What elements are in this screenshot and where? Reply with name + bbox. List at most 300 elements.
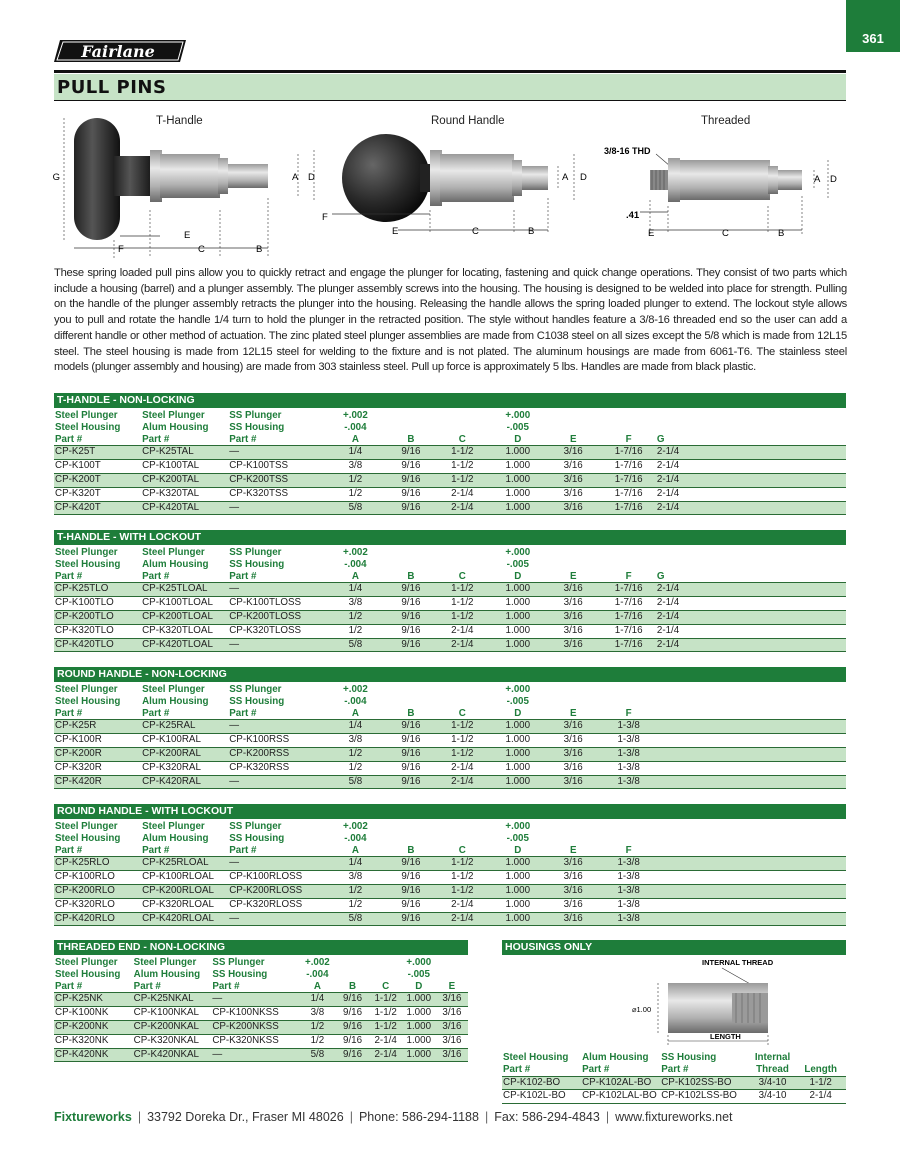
section-threaded-end [54, 940, 468, 1062]
column-header [434, 821, 489, 833]
column-header [600, 833, 655, 845]
column-header: Part # [228, 708, 323, 720]
table-row [54, 884, 846, 898]
column-header: E [435, 981, 468, 993]
table-cell: 1-7/16 [600, 610, 655, 624]
table-cell: 1-7/16 [600, 638, 655, 652]
table-cell: CP-K320TLOAL [141, 624, 228, 638]
table-cell: 5/8 [323, 912, 386, 926]
table-cell: 3/16 [545, 583, 600, 597]
table-cell: 3/16 [545, 857, 600, 871]
column-header: Steel Plunger [55, 957, 118, 968]
dim-g: G [52, 172, 60, 183]
table-cell [656, 775, 846, 789]
table-cell: CP-K100RAL [141, 734, 228, 748]
table-cell: 2-1/4 [656, 487, 846, 501]
table-row [54, 638, 846, 652]
table-cell: 1-3/8 [600, 775, 655, 789]
table-cell: 9/16 [387, 775, 435, 789]
table-cell: 9/16 [387, 446, 435, 460]
table-cell: CP-K420NKAL [133, 1048, 212, 1062]
page-title: PULL PINS [57, 77, 167, 98]
dim-f: F [322, 212, 328, 223]
column-header: SS Housing [229, 558, 285, 570]
table-cell: 3/16 [545, 720, 600, 734]
dim-a: A [814, 174, 821, 185]
footer-company: Fixtureworks [54, 1110, 132, 1124]
column-header: Part # [502, 1064, 581, 1076]
table-cell: 1-7/16 [600, 473, 655, 487]
section-heading: T-HANDLE - NON-LOCKING [54, 393, 846, 408]
column-header: +.000 [505, 821, 531, 832]
table-cell: CP-K102-BO [502, 1076, 581, 1090]
table-cell: — [228, 446, 323, 460]
column-header: Steel Housing [55, 558, 121, 570]
table-cell [656, 761, 846, 775]
column-header [794, 1052, 846, 1064]
table-cell: 1-7/16 [600, 460, 655, 474]
table-cell: 3/16 [435, 1048, 468, 1062]
column-header: Thread [750, 1064, 795, 1076]
table-cell: 9/16 [387, 473, 435, 487]
table-cell: 1.000 [490, 597, 545, 611]
table-cell: 2-1/4 [656, 446, 846, 460]
dim-d: D [580, 172, 587, 183]
table-cell: CP-K200TSS [228, 473, 323, 487]
table-cell: — [228, 583, 323, 597]
table-cell: 3/16 [545, 473, 600, 487]
column-header: E [545, 434, 600, 446]
column-header: Steel Plunger [133, 957, 197, 968]
table-cell: 1-1/2 [434, 734, 489, 748]
table-cell: 1-3/8 [600, 761, 655, 775]
column-header [600, 547, 655, 559]
footer: Fixtureworks | 33792 Doreka Dr., Fraser MI 48026 | Phone: 586-294-1188 | Fax: 586-294-4843 | www.fixtureworks.net [54, 1110, 733, 1124]
table-cell: — [228, 857, 323, 871]
title-bar [54, 74, 846, 100]
table-row [54, 898, 846, 912]
column-header: Steel Housing [55, 421, 121, 433]
column-header: Part # [228, 845, 323, 857]
column-header: B [387, 571, 435, 583]
column-header: Steel Housing [55, 695, 121, 707]
r_lock-table [54, 821, 846, 926]
footer-web[interactable]: www.fixtureworks.net [615, 1110, 733, 1124]
table-cell: 1.000 [490, 610, 545, 624]
column-header: C [434, 845, 489, 857]
column-header [387, 422, 435, 434]
table-cell: CP-K320NK [54, 1034, 133, 1048]
column-header: Part # [141, 708, 228, 720]
table-cell: 1/4 [323, 720, 386, 734]
column-header: Part # [54, 845, 141, 857]
table-cell: 1/2 [298, 1034, 335, 1048]
table-cell: CP-K200RLOAL [141, 884, 228, 898]
table-cell: CP-K100RSS [228, 734, 323, 748]
table-cell: CP-K102SS-BO [660, 1076, 749, 1090]
table-cell: CP-K25R [54, 720, 141, 734]
table-cell: CP-K200T [54, 473, 141, 487]
table-cell: 3/8 [323, 871, 386, 885]
table-cell: 3/16 [545, 761, 600, 775]
column-header: Part # [133, 981, 212, 993]
table-cell: 1.000 [490, 501, 545, 515]
column-header: F [600, 571, 655, 583]
column-header [656, 422, 846, 434]
column-header: F [600, 708, 655, 720]
column-header: +.000 [505, 547, 531, 558]
table-cell: 1-3/8 [600, 734, 655, 748]
table-cell: 9/16 [387, 460, 435, 474]
table-cell: CP-K200R [54, 747, 141, 761]
table-cell: 3/16 [545, 775, 600, 789]
dim-d: D [308, 172, 315, 183]
column-header: Part # [141, 845, 228, 857]
table-row [54, 624, 846, 638]
table-cell: CP-K320RLOSS [228, 898, 323, 912]
table-cell: 3/16 [435, 1007, 468, 1021]
table-cell: 9/16 [387, 747, 435, 761]
table-cell: CP-K102AL-BO [581, 1076, 660, 1090]
table-cell: 2-1/4 [434, 912, 489, 926]
table-cell: 9/16 [387, 857, 435, 871]
table-cell: 2-1/4 [656, 583, 846, 597]
dim-c: C [722, 228, 729, 239]
table-cell: CP-K420RLOAL [141, 912, 228, 926]
table-row [54, 501, 846, 515]
table-row [54, 487, 846, 501]
table-cell: 1-3/8 [600, 912, 655, 926]
table-cell: 3/16 [545, 597, 600, 611]
table-row [54, 1020, 468, 1034]
column-header: Steel Plunger [142, 821, 205, 832]
column-header: Alum Housing [142, 558, 209, 570]
table-cell: CP-K100T [54, 460, 141, 474]
column-header [656, 559, 846, 571]
table-cell: 1-3/8 [600, 747, 655, 761]
column-header: Part # [211, 981, 298, 993]
table-cell: 3/4-10 [750, 1076, 795, 1090]
table-cell: CP-K320TLOSS [228, 624, 323, 638]
column-header: D [490, 845, 545, 857]
column-header [434, 696, 489, 708]
section-heading: THREADED END - NON-LOCKING [54, 940, 468, 955]
column-header: SS Housing [229, 695, 285, 707]
table-cell: 1.000 [402, 1034, 435, 1048]
table-cell: 1-3/8 [600, 857, 655, 871]
column-header [545, 410, 600, 422]
table-cell: CP-K100RLOSS [228, 871, 323, 885]
column-header [656, 410, 846, 422]
table-cell: CP-K25TLO [54, 583, 141, 597]
table-row [54, 1048, 468, 1062]
column-header [336, 969, 369, 981]
column-header: Steel Housing [55, 968, 121, 980]
table-cell: CP-K102L-BO [502, 1090, 581, 1104]
column-header: Alum Housing [142, 832, 209, 844]
table-cell [656, 912, 846, 926]
table-cell: 1-1/2 [434, 610, 489, 624]
table-cell: 1.000 [490, 624, 545, 638]
table-cell: 2-1/4 [434, 501, 489, 515]
section-round-handle-with-lockout [54, 804, 846, 926]
table-cell: 3/16 [545, 884, 600, 898]
table-row [54, 857, 846, 871]
column-header: B [336, 981, 369, 993]
column-header [545, 821, 600, 833]
column-header: Part # [54, 434, 141, 446]
table-cell: 1.000 [490, 871, 545, 885]
table-cell: CP-K200NKAL [133, 1020, 212, 1034]
dim-e: E [392, 226, 399, 237]
column-header: Alum Housing [582, 1052, 649, 1063]
section-t-handle-with-lockout [54, 530, 846, 652]
table-cell: 1.000 [490, 487, 545, 501]
table-cell: CP-K100TLO [54, 597, 141, 611]
table-cell: CP-K25TAL [141, 446, 228, 460]
table-cell: 9/16 [387, 501, 435, 515]
threaded-diagram [600, 140, 846, 248]
table-row [54, 610, 846, 624]
column-header [545, 559, 600, 571]
column-header: SS Plunger [229, 547, 282, 558]
table-cell: 1.000 [490, 912, 545, 926]
table-cell: 1.000 [490, 638, 545, 652]
column-header: +.000 [406, 957, 432, 968]
table-cell: 2-1/4 [434, 898, 489, 912]
table-cell: 2-1/4 [656, 610, 846, 624]
column-header: +.002 [343, 821, 368, 832]
table-cell: 1.000 [402, 1007, 435, 1021]
column-header [387, 547, 435, 559]
table-cell: 3/16 [545, 734, 600, 748]
column-header [600, 821, 655, 833]
section-round-handle-non-locking [54, 667, 846, 789]
table-cell: 2-1/4 [434, 775, 489, 789]
column-header: SS Housing [229, 832, 285, 844]
column-header: B [387, 434, 435, 446]
table-cell: CP-K420TLO [54, 638, 141, 652]
column-header [656, 821, 846, 833]
table-cell: 9/16 [387, 734, 435, 748]
column-header: -.004 [344, 832, 367, 844]
column-header: Steel Plunger [55, 684, 118, 695]
column-header: Steel Housing [55, 832, 121, 844]
footer-fax: Fax: 586-294-4843 [494, 1110, 600, 1124]
title-rule [54, 100, 846, 101]
r_nonlock-table [54, 684, 846, 789]
column-header [387, 559, 435, 571]
table-cell: 1/2 [323, 898, 386, 912]
table-cell: CP-K100RLO [54, 871, 141, 885]
table-cell: 1.000 [490, 898, 545, 912]
table-cell: 1-1/2 [369, 993, 402, 1007]
table-cell: 3/16 [435, 1034, 468, 1048]
table-cell: CP-K320T [54, 487, 141, 501]
table-cell: CP-K420TLOAL [141, 638, 228, 652]
table-cell: CP-K320RLOAL [141, 898, 228, 912]
thread-label: 3/8-16 THD [604, 146, 651, 156]
column-header [545, 547, 600, 559]
dim-a: A [292, 172, 299, 183]
column-header [600, 559, 655, 571]
column-header [387, 696, 435, 708]
table-cell: 1/4 [323, 446, 386, 460]
table-cell: 3/16 [435, 993, 468, 1007]
table-cell: CP-K100TLOAL [141, 597, 228, 611]
column-header: Length [794, 1064, 846, 1076]
table-cell: CP-K25NKAL [133, 993, 212, 1007]
table-cell: 1-1/2 [434, 871, 489, 885]
table-cell: 2-1/4 [656, 597, 846, 611]
column-header: Steel Plunger [142, 547, 205, 558]
column-header: Steel Housing [503, 1052, 569, 1063]
table-cell: CP-K100NK [54, 1007, 133, 1021]
column-header: A [323, 571, 386, 583]
table-cell: CP-K102LAL-BO [581, 1090, 660, 1104]
column-header [545, 696, 600, 708]
table-cell: 1/2 [323, 761, 386, 775]
section-heading: T-HANDLE - WITH LOCKOUT [54, 530, 846, 545]
table-cell: 2-1/4 [656, 501, 846, 515]
column-header [435, 969, 468, 981]
table-cell: 1.000 [402, 1048, 435, 1062]
dim-b: B [256, 244, 263, 255]
table-cell: 5/8 [298, 1048, 335, 1062]
column-header: Internal [754, 1052, 791, 1063]
table-row [54, 761, 846, 775]
column-header [369, 957, 402, 969]
table-cell: 3/16 [545, 747, 600, 761]
table-cell: 1/4 [298, 993, 335, 1007]
table-cell: 9/16 [387, 638, 435, 652]
offset-label: .41 [626, 210, 640, 221]
column-header [387, 821, 435, 833]
column-header: A [323, 434, 386, 446]
table-cell: 3/16 [545, 460, 600, 474]
table-cell: CP-K320RLO [54, 898, 141, 912]
table-cell: CP-K25RAL [141, 720, 228, 734]
table-cell: 1.000 [490, 884, 545, 898]
column-header: D [490, 434, 545, 446]
column-header [434, 684, 489, 696]
t-handle-diagram [54, 110, 324, 260]
table-cell: CP-K200RLO [54, 884, 141, 898]
table-row [54, 734, 846, 748]
dim-e: E [184, 230, 191, 241]
table-cell: 9/16 [336, 1007, 369, 1021]
table-cell: CP-K100RLOAL [141, 871, 228, 885]
table-cell [656, 747, 846, 761]
column-header: -.005 [506, 832, 529, 844]
section-heading: ROUND HANDLE - NON-LOCKING [54, 667, 846, 682]
table-cell: 1.000 [490, 734, 545, 748]
dim-e: E [648, 228, 655, 239]
table-cell: 9/16 [387, 884, 435, 898]
column-header: +.002 [343, 410, 368, 421]
column-header [369, 969, 402, 981]
table-row [54, 1034, 468, 1048]
column-header [336, 957, 369, 969]
dim-c: C [198, 244, 205, 255]
table-cell: 3/16 [545, 446, 600, 460]
table-cell: 1-1/2 [369, 1007, 402, 1021]
table-cell: CP-K420RAL [141, 775, 228, 789]
threaded-table [54, 957, 468, 1062]
column-header: -.004 [344, 421, 367, 433]
table-cell: 1-7/16 [600, 583, 655, 597]
column-header: Steel Plunger [142, 684, 205, 695]
dim-a: A [562, 172, 569, 183]
column-header: SS Housing [212, 968, 268, 980]
threaded-label: Threaded [701, 115, 751, 127]
fairlane-logo [54, 38, 186, 64]
section-heading: ROUND HANDLE - WITH LOCKOUT [54, 804, 846, 819]
t_nonlock-table [54, 410, 846, 515]
table-cell: 1/2 [323, 487, 386, 501]
table-cell: 1/4 [323, 857, 386, 871]
column-header: C [369, 981, 402, 993]
table-cell: CP-K420T [54, 501, 141, 515]
table-cell: 3/8 [323, 597, 386, 611]
table-cell: CP-K25T [54, 446, 141, 460]
table-cell: 9/16 [387, 624, 435, 638]
table-cell: CP-K200RLOSS [228, 884, 323, 898]
column-header: F [600, 434, 655, 446]
table-cell: CP-K100NKAL [133, 1007, 212, 1021]
table-cell: 3/4-10 [750, 1090, 795, 1104]
table-cell: 1.000 [490, 473, 545, 487]
table-cell: 9/16 [336, 1034, 369, 1048]
table-cell: — [228, 501, 323, 515]
table-cell: 9/16 [387, 871, 435, 885]
svg-text:LENGTH: LENGTH [710, 1032, 741, 1041]
column-header: +.002 [343, 684, 368, 695]
table-cell: 2-1/4 [434, 638, 489, 652]
table-cell: CP-K100R [54, 734, 141, 748]
table-cell: 1-3/8 [600, 871, 655, 885]
section-housings-only [502, 940, 846, 1104]
table-cell: 1/2 [323, 473, 386, 487]
column-header: SS Plunger [229, 821, 282, 832]
column-header: SS Plunger [229, 684, 282, 695]
table-cell: 9/16 [387, 720, 435, 734]
column-header: C [434, 434, 489, 446]
column-header: Part # [141, 434, 228, 446]
description: These spring loaded pull pins allow you to quickly retract and engage the plunger for locating, fastening and quick change operations. They consist of two parts which include a housing (barrel) and a plunger assembly. The plunger assembly screws into the housing. The housing is designed to be welded into place for strength. Pulling on the handle of the plunger assembly retracts the plunger into the housing. Releasing the handle allows the spring loaded plunger to extend. The lockout style allows you to pull and rotate the handle 1/4 turn to hold the plunger in the retracted position. The style without handles feature a 3/8-16 threaded end so the user can add a different handle or other method of actuation. The zinc plated steel plunger assemblies are made from C1038 steel on all sizes except the 5/8 which is made from 12L15 steel. The steel housing is made from 12L15 steel for welding to the fixture and is not plated. The aluminum housings are made from 6061-T6. The stainless steel models (plunger assembly and housing) are made from 303 stainless steel. Pull up force is approximately 5 lbs. Handles are made from black plastic. [54, 267, 847, 374]
table-row [54, 747, 846, 761]
table-row [54, 473, 846, 487]
column-header [545, 833, 600, 845]
column-header [600, 684, 655, 696]
table-cell: CP-K200TLO [54, 610, 141, 624]
table-cell [656, 734, 846, 748]
column-header: E [545, 845, 600, 857]
table-cell: 1.000 [490, 720, 545, 734]
table-cell: 1-7/16 [600, 597, 655, 611]
column-header: D [402, 981, 435, 993]
column-header: -.004 [306, 968, 329, 980]
table-cell: 1.000 [490, 775, 545, 789]
table-row [54, 460, 846, 474]
table-cell: CP-K320NKAL [133, 1034, 212, 1048]
table-cell: 1-1/2 [434, 720, 489, 734]
table-cell: 1-1/2 [434, 884, 489, 898]
column-header: Part # [54, 571, 141, 583]
table-cell: CP-K200TAL [141, 473, 228, 487]
table-cell: 9/16 [336, 1048, 369, 1062]
dim-d: D [830, 174, 837, 185]
